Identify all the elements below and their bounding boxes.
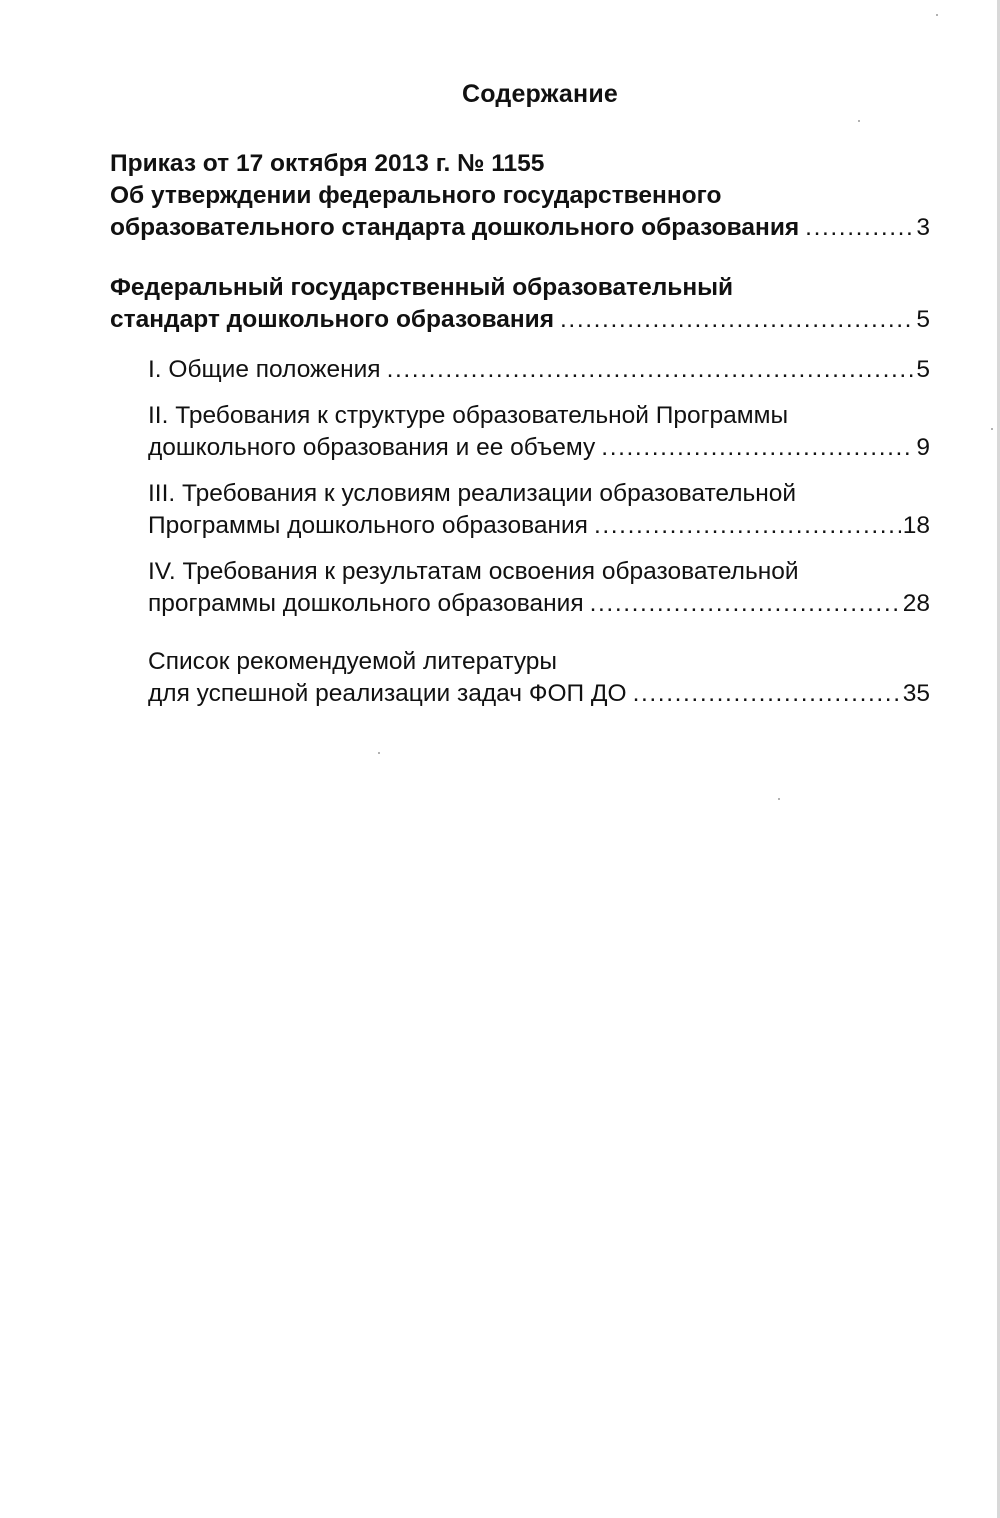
toc-entry-line: Об утверждении федерального государственного	[110, 182, 722, 209]
toc-entry-section-4[interactable]	[148, 556, 930, 620]
scan-speck	[991, 428, 993, 430]
scan-speck	[858, 120, 860, 122]
toc-entry-line: I. Общие положения	[148, 356, 381, 383]
toc-entry-line: Приказ от 17 октября 2013 г. № 1155	[110, 150, 545, 177]
scan-speck	[378, 752, 380, 754]
toc-entry-line: Федеральный государственный образовательный	[110, 274, 734, 301]
dot-leader	[601, 432, 914, 464]
toc-entry-line: дошкольного образования и ее объему	[148, 434, 596, 461]
page-number: 18	[902, 512, 930, 539]
page-number: 5	[916, 356, 930, 383]
toc-entry-line: образовательного стандарта дошкольного образования	[110, 214, 800, 241]
toc-entry-line: стандарт дошкольного образования	[110, 306, 554, 333]
toc-entry-line: III. Требования к условиям реализации образовательной	[148, 480, 797, 507]
page-number: 5	[916, 306, 930, 333]
page-number: 3	[916, 214, 930, 241]
toc-entry-order[interactable]	[110, 148, 930, 244]
toc-entry-section-2[interactable]	[148, 400, 930, 464]
dot-leader	[387, 354, 915, 386]
page-number: 9	[916, 434, 930, 461]
page-number: 28	[902, 590, 930, 617]
dot-leader	[805, 212, 914, 244]
scan-speck	[778, 798, 780, 800]
page-title: Содержание	[461, 80, 619, 108]
page-number: 35	[902, 680, 930, 707]
toc-entry-section-3[interactable]	[148, 478, 930, 542]
toc-entry-literature[interactable]	[148, 646, 930, 710]
toc-entry-line: Программы дошкольного образования	[148, 512, 588, 539]
dot-leader	[560, 304, 914, 336]
toc-entry-line: Список рекомендуемой литературы	[148, 648, 558, 675]
toc-entry-line: программы дошкольного образования	[148, 590, 584, 617]
dot-leader	[633, 678, 901, 710]
dot-leader	[590, 588, 901, 620]
toc-entry-line: IV. Требования к результатам освоения образовательной	[148, 558, 799, 585]
dot-leader	[594, 510, 901, 542]
toc-entry-section-1[interactable]	[148, 354, 930, 386]
scan-speck	[936, 14, 938, 16]
toc-entry-line: II. Требования к структуре образовательной Программы	[148, 402, 789, 429]
toc-entry-standard[interactable]	[110, 272, 930, 336]
toc-entry-line: для успешной реализации задач ФОП ДО	[148, 680, 627, 707]
